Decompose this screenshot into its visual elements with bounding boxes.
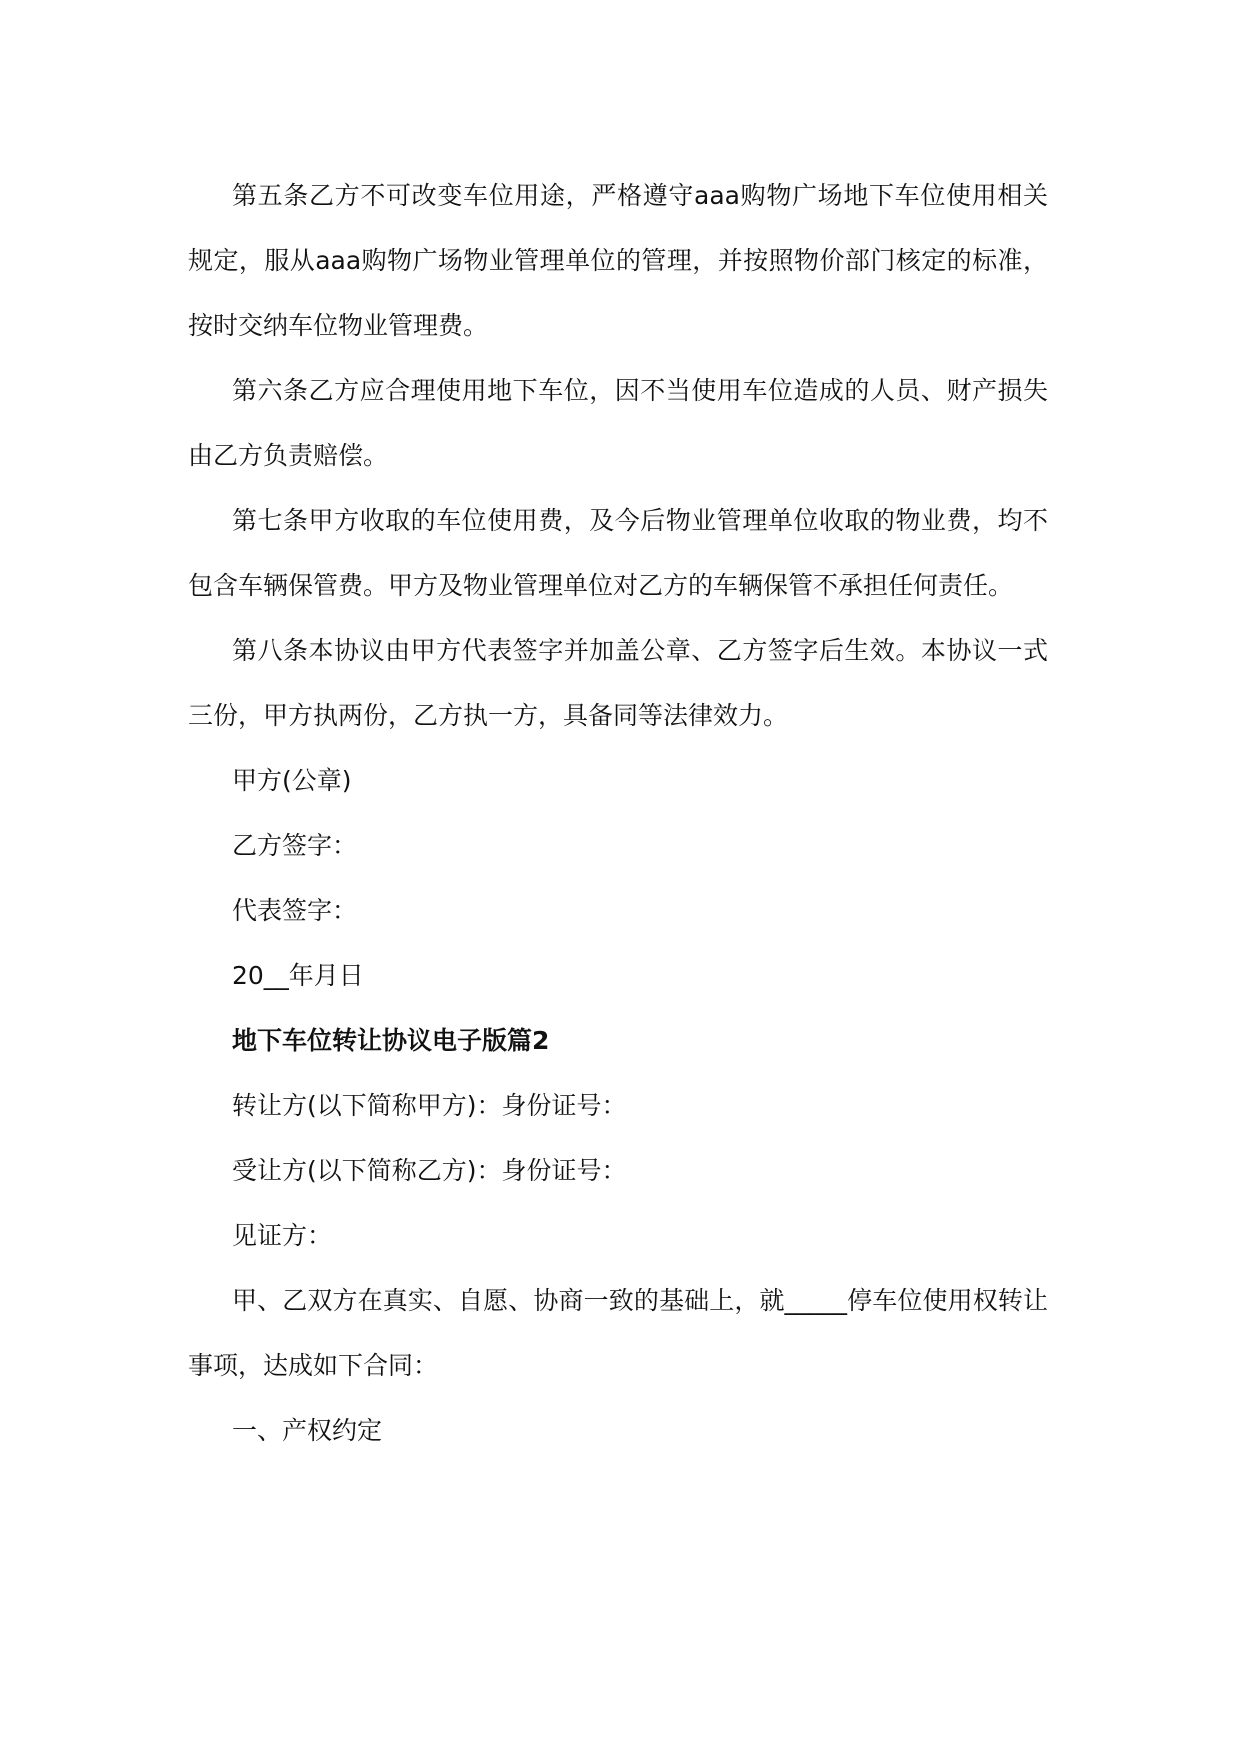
article-5-paragraph: 第五条乙方不可改变车位用途，严格遵守aaa购物广场地下车位使用相关规定，服从aaa购物广场物业管理单位的管理，并按照物价部门核定的标准，按时交纳车位物业管理费。 <box>188 181 1048 340</box>
agreement-intro-paragraph: 甲、乙双方在真实、自愿、协商一致的基础上，就_____停车位使用权转让事项，达成如下合同： <box>188 1286 1048 1380</box>
party-a-seal-line: 甲方(公章) <box>232 766 352 795</box>
section-heading: 地下车位转让协议电子版篇2 <box>232 1026 550 1055</box>
property-rights-heading: 一、产权约定 <box>232 1416 383 1445</box>
transferee-line: 受让方(以下简称乙方)：身份证号： <box>232 1156 627 1185</box>
party-b-signature-line: 乙方签字： <box>232 831 358 860</box>
document-body <box>188 163 1048 1463</box>
representative-signature-line: 代表签字： <box>232 896 358 925</box>
date-line: 20__年月日 <box>232 961 364 990</box>
article-7-paragraph: 第七条甲方收取的车位使用费，及今后物业管理单位收取的物业费，均不包含车辆保管费。甲方及物业管理单位对乙方的车辆保管不承担任何责任。 <box>188 506 1048 600</box>
article-8-paragraph: 第八条本协议由甲方代表签字并加盖公章、乙方签字后生效。本协议一式三份，甲方执两份，乙方执一方，具备同等法律效力。 <box>188 636 1048 730</box>
transferor-line: 转让方(以下简称甲方)：身份证号： <box>232 1091 627 1120</box>
witness-line: 见证方： <box>232 1221 333 1250</box>
article-6-paragraph: 第六条乙方应合理使用地下车位，因不当使用车位造成的人员、财产损失由乙方负责赔偿。 <box>188 376 1048 470</box>
